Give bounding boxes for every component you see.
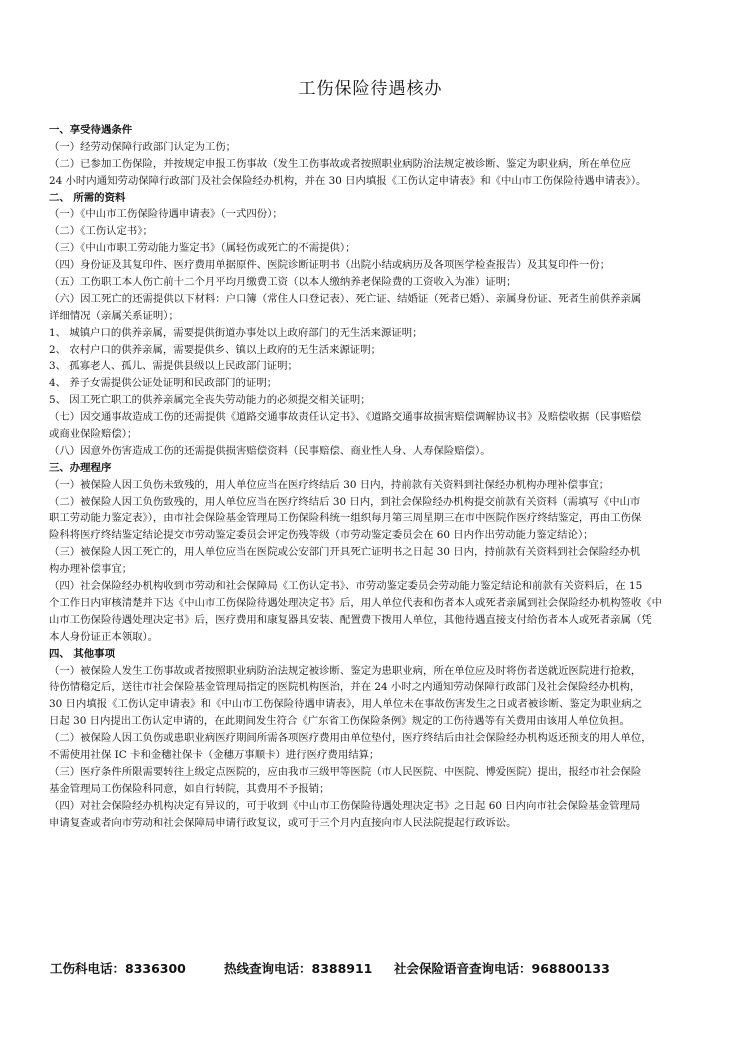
body-line: 本人身份证正本领取）。 (49, 630, 159, 643)
body-line: （三）《中山市职工劳动能力鉴定书》（属轻伤或死亡的不需提供）； (49, 242, 356, 255)
body-line: （五）工伤职工本人伤亡前十二个月平均月缴费工资（以本人缴纳养老保险费的工资收入为准）证明； (49, 276, 517, 289)
body-line: 职工劳动能力鉴定表》），由市社会保险基金管理局工伤保险科统一组织每月第三周星期三在市中医院作医疗终结鉴定，再由工伤保 (49, 512, 642, 525)
body-line: 3、 孤寡老人、孤儿、需提供县级以上民政部门证明； (49, 360, 298, 373)
body-line: 1、 城镇户口的供养亲属，需要提供街道办事处以上政府部门的无生活来源证明； (49, 326, 423, 339)
section-heading: 一、享受待遇条件 (49, 124, 133, 136)
body-line: 构办理补偿事宜； (49, 563, 133, 576)
hotline-phone: 热线查询电话：8388911 (224, 961, 373, 976)
body-line: 4、 养子女需提供公证处证明和民政部门的证明； (49, 377, 278, 390)
body-line: （一）《中山市工伤保险待遇申请表》（一式四份）； (49, 208, 283, 221)
body-line: （二）被保险人因工负伤或患职业病医疗期间所需各项医疗费用由单位垫付，医疗终结后由社会保险经办机构返还预支的用人单位， (49, 732, 652, 745)
body-line: 基金管理局工伤保险科同意，如自行转院，其费用不予报销； (49, 782, 330, 795)
body-line: 24 小时内通知劳动保障行政部门及社会保险经办机构，并在 30 日内填报《工伤认定申请表》和《中山市工伤保险待遇申请表》）。 (49, 174, 647, 187)
body-line: （四）社会保险经办机构收到市劳动和社会保障局《工伤认定书》、市劳动鉴定委员会劳动能力鉴定结论和前款有关资料后，在 15 (49, 580, 643, 593)
injury-dept-phone: 工伤科电话：8336300 (50, 961, 186, 976)
body-line: （四）身份证及其复印件、医疗费用单据原件、医院诊断证明书（出院小结或病历及各项医学检查报告）及其复印件一份； (49, 259, 611, 272)
body-line: （八）因意外伤害造成工伤的还需提供损害赔偿资料（民事赔偿、商业性人身、人寿保险赔偿）。 (49, 444, 491, 457)
body-line: （七）因交通事故造成工伤的还需提供《道路交通事故责任认定书》、《道路交通事故损害赔偿调解协议书》及赔偿收据（民事赔偿 (49, 411, 642, 424)
body-line: （四）对社会保险经办机构决定有异议的，可于收到《中山市工伤保险待遇处理决定书》之日起 60 日内向市社会保险基金管理局 (49, 799, 641, 812)
body-line: （二）已参加工伤保险，并按规定申报工伤事故（发生工伤事故或者按照职业病防治法规定被诊断、鉴定为职业病，所在单位应 (49, 157, 631, 170)
body-line: 个工作日内审核清楚并下达《中山市工伤保险待遇处理决定书》后，用人单位代表和伤者本人或死者亲属到社会保险经办机构签收《中 (49, 596, 663, 609)
body-line: 2、 农村户口的供养亲属，需要提供乡、镇以上政府的无生活来源证明； (49, 343, 382, 356)
body-line: 或商业保险赔偿）； (49, 428, 138, 441)
body-line: 不需使用社保 IC 卡和金穗社保卡（金穗万事顺卡）进行医疗费用结算； (49, 748, 380, 761)
body-line: 山市工伤保险待遇处理决定书》后，医疗费用和康复器具安装、配置费下拨用人单位，其他待遇直接支付给伤者本人或死者亲属（凭 (49, 613, 652, 626)
document-title: 工伤保险待遇核办 (298, 79, 443, 99)
body-line: （三）医疗条件所限需要转往上级定点医院的，应由我市三级甲等医院（市人民医院、中医院、博爱医院）提出，报经市社会保险 (49, 765, 642, 778)
body-line: 5、 因工死亡职工的供养亲属完全丧失劳动能力的必须提交相关证明； (49, 394, 371, 407)
body-line: （二）《工伤认定书》； (49, 225, 153, 238)
body-line: （一）被保险人因工负伤未致残的，用人单位应当在医疗终结后 30 日内，持前款有关资料到社保经办机构办理补偿事宜； (49, 478, 610, 491)
body-line: 申请复查或者向市劳动和社会保障局申请行政复议，或可于三个月内直接向市人民法院提起行政诉讼。 (49, 816, 517, 829)
section-heading: 四、 其他事项 (49, 647, 115, 660)
body-line: 险科将医疗终结鉴定结论提交市劳动鉴定委员会评定伤残等级（市劳动鉴定委员会在 60 日内作出劳动能力鉴定结论）； (49, 529, 594, 542)
body-line: （一）被保险人发生工伤事故或者按照职业病防治法规定被诊断、鉴定为患职业病，所在单位应及时将伤者送就近医院进行抢救， (49, 664, 642, 677)
section-heading: 二、 所需的资料 (49, 191, 126, 204)
body-line: （二）被保险人因工负伤致残的，用人单位应当在医疗终结后 30 日内，到社会保险经办机构提交前款有关资料（需填写《中山市 (49, 495, 641, 508)
body-line: （一）经劳动保障行政部门认定为工伤； (49, 140, 237, 153)
body-line: （六）因工死亡的还需提供以下材料：户口簿（常住人口登记表）、死亡证、结婚证（死者已婚）、亲属身份证、死者生前供养亲属 (49, 292, 642, 305)
document-body (49, 122, 697, 831)
section-heading: 三、办理程序 (49, 461, 112, 474)
body-line: 详细情况（亲属关系证明）； (49, 309, 179, 322)
contact-footer (50, 959, 710, 981)
body-line: 待伤情稳定后，送往市社会保险基金管理局指定的医院机构医治，并在 24 小时之内通知劳动保障行政部门及社会保险经办机构， (49, 681, 641, 694)
voice-query-phone: 社会保险语音查询电话：968800133 (394, 961, 610, 976)
body-line: 日起 30 日内提出工伤认定申请的，在此期间发生符合《广东省工伤保险条例》规定的工伤待遇等有关费用由该用人单位负担。 (49, 715, 630, 728)
body-line: （三）被保险人因工死亡的，用人单位应当在医院或公安部门开具死亡证明书之日起 30 日内，持前款有关资料到社会保险经办机 (49, 546, 641, 559)
body-line: 30 日内填报《工伤认定申请表》和《中山市工伤保险待遇申请表》，用人单位未在事故伤害发生之日或者被诊断、鉴定为职业病之 (49, 698, 643, 711)
